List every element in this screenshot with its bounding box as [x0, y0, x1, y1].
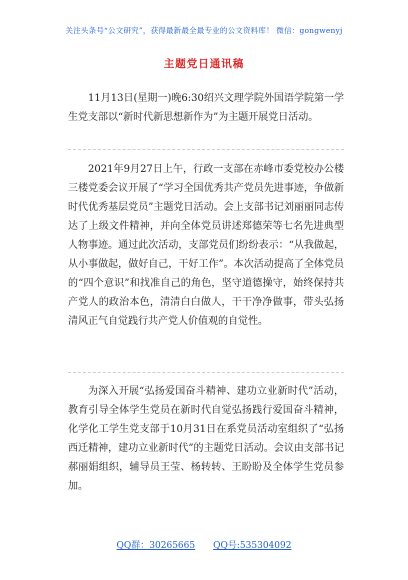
paragraph-intro: 11月13日(星期一)晚6:30绍兴文理学院外国语学院第一学生党支部以“新时代新思想新作为”为主题开展党日活动。 — [68, 93, 344, 123]
section-divider — [68, 372, 344, 373]
document-title: 主题党日通讯稿 — [163, 58, 245, 70]
contact-footer — [0, 538, 408, 551]
promo-banner: 关注头条号“公文研究”，获得最新最全最专业的公文资料库！ 微信：gongwenyj — [65, 26, 343, 35]
qq-group-link[interactable]: QQ群：30265665 — [116, 541, 196, 551]
qq-number-link[interactable]: QQ号:535304092 — [213, 541, 292, 551]
section-divider — [68, 149, 344, 150]
paragraph-patriotic-activity: 为深入开展“弘扬爱国奋斗精神、建功立业新时代”活动，教育引导全体学生党员在新时代自觉弘扬践行爱国奋斗精神，化学化工学生党支部于10月31日在系党员活动室组织了“弘扬西迁精神，建功立业新时代”的主题党日活动。会议由支部书记郝丽娟组织，辅导员王莹、杨转转、王盼盼及全体学生党员参加。 — [68, 386, 344, 492]
paragraph-activity-report: 2021年9月27日上午，行政一支部在赤峰市委党校办公楼三楼党委会议开展了“学习全国优秀共产党员先进事迹，争做新时代优秀基层党员”主题党日活动。会上支部书记刘丽丽同志传达了上级文件精神，并向全体党员讲述郑德荣等七名先进典型人物事迹。通过此次活动，支部党员们纷纷表示：“从我做起，从小事做起，做好自己，干好工作”。本次活动提高了全体党员的“四个意识”和找准自己的角色，坚守道德操守，始终保持共产党人的政治本色，清清白白做人，干干净净做事，带头弘扬清风正气自觉践行共产党人价值观的自觉性。 — [68, 164, 344, 327]
